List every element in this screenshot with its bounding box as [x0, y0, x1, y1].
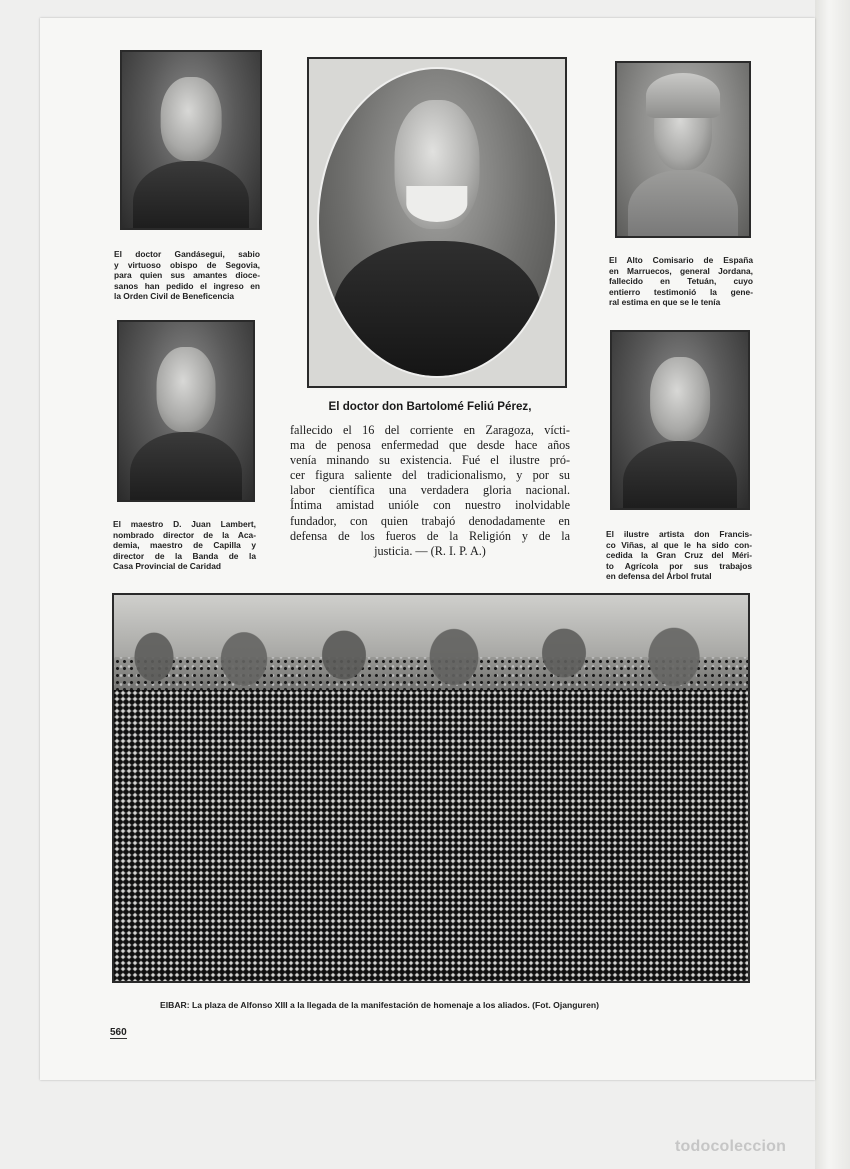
caption-gandasegui: El doctor Gandásegui, sabio y virtuoso obispo de Segovia, para quien sus amantes dioce- sanos han pedido el ingreso en la Orden Civil de Beneficencia	[114, 249, 260, 302]
feature-body: fallecido el 16 del corriente en Zaragoza, vícti- ma de penosa enfermedad que desde hace años venía minando su existencia. Fué el ilustre pró- cer figura saliente del tradicionalismo, y por su labor científica una verdadera gloria nacional. Íntima amistad unióle con nuestro inolvidable fundador, con quien trabajó denodadamente en defensa de los fueros de la Religión y de la justicia. — (R. I. P. A.)	[290, 423, 570, 558]
portrait-vinas	[610, 330, 750, 510]
portrait-lambert	[117, 320, 255, 502]
crowd-photo-caption: EIBAR: La plaza de Alfonso XIII a la llegada de la manifestación de homenaje a los aliados. (Fot. Ojanguren)	[160, 1000, 600, 1010]
caption-lambert: El maestro D. Juan Lambert, nombrado director de la Aca- demia, maestro de Capilla y director de la Banda de la Casa Provincial de Caridad	[113, 519, 256, 572]
portrait-gandasegui	[120, 50, 262, 230]
feature-title: El doctor don Bartolomé Feliú Pérez,	[328, 400, 532, 413]
portrait-feliu	[307, 57, 567, 388]
crowd-photo	[112, 593, 750, 983]
caption-vinas: El ilustre artista don Francis- co Viñas, al que le ha sido con- cedida la Gran Cruz del Méri- to Agrícola por sus trabajos en defensa del Árbol frutal	[606, 529, 752, 582]
page-number: 560	[110, 1027, 127, 1038]
watermark: todocoleccion	[675, 1138, 787, 1155]
page-edge	[815, 0, 850, 1169]
caption-jordana: El Alto Comisario de España en Marruecos, general Jordana, fallecido en Tetuán, cuyo entierro testimonió la gene- ral estima en que se le tenía	[609, 255, 753, 308]
portrait-jordana	[615, 61, 751, 238]
